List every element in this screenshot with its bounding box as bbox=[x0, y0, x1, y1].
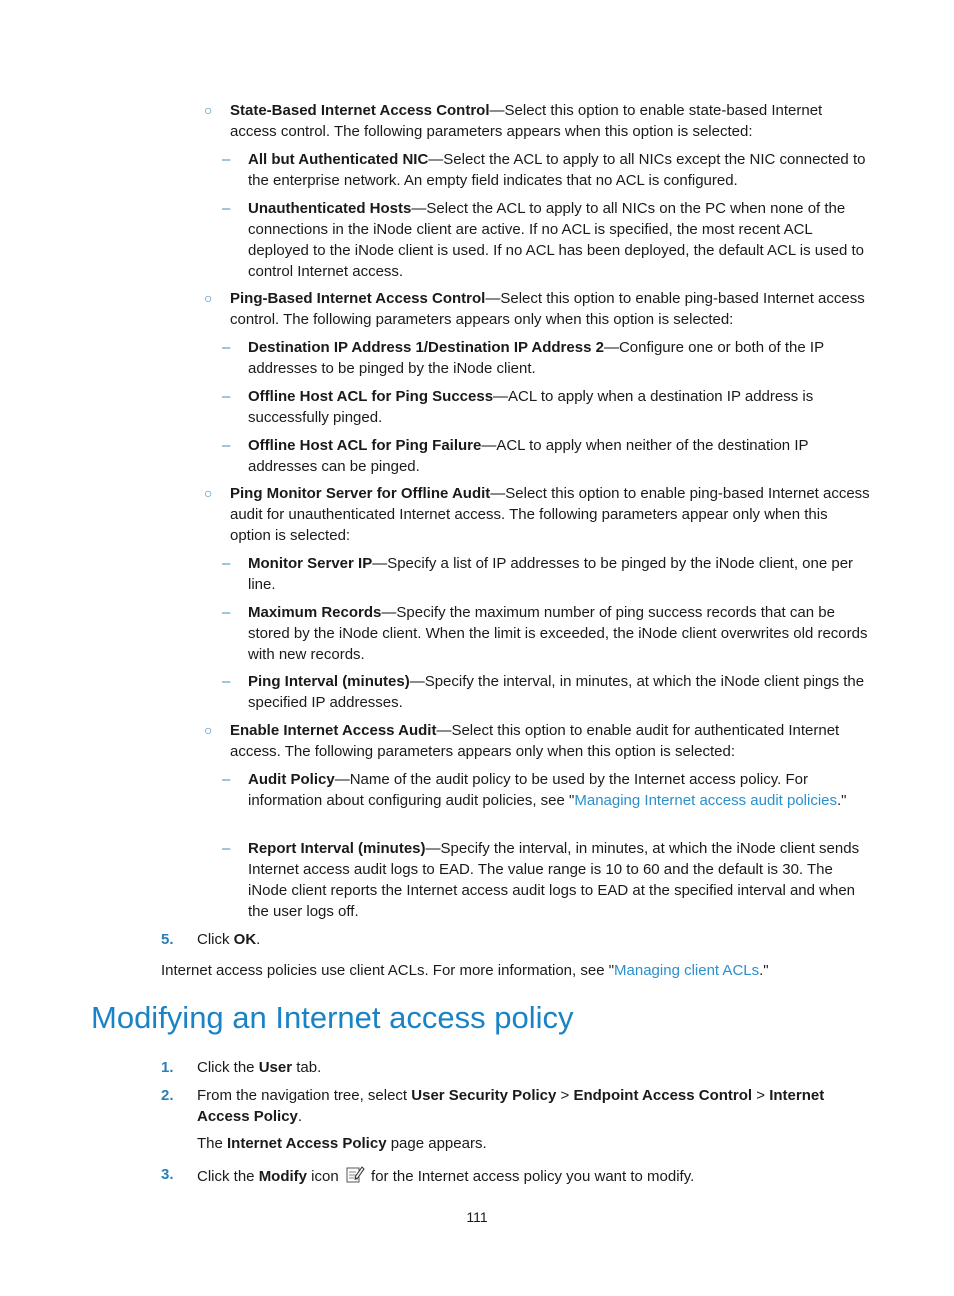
step-text-mid: icon bbox=[307, 1168, 343, 1185]
modify-label: Modify bbox=[258, 1168, 308, 1185]
circle-bullet: ○ bbox=[204, 485, 213, 501]
dash-bullet: – bbox=[222, 555, 231, 572]
dash-bullet: – bbox=[222, 339, 231, 356]
description: —Select this option to enable ping-based Internet access control. The following parameters appears only when this option is selected: bbox=[230, 290, 865, 328]
description: —Configure one or both of the IP addresses to be pinged by the iNode client. bbox=[248, 339, 824, 377]
description: —Select this option to enable state-based Internet access control. The following parameters appears when this option is selected: bbox=[230, 102, 823, 140]
circle-bullet: ○ bbox=[204, 102, 213, 118]
term: Ping-Based Internet Access Control bbox=[230, 290, 486, 307]
term: Unauthenticated Hosts bbox=[248, 200, 412, 217]
dash-bullet: – bbox=[222, 604, 231, 621]
description: —ACL to apply when neither of the destination IP addresses can be pinged. bbox=[248, 437, 809, 475]
user-tab-label: User bbox=[258, 1059, 293, 1076]
step-text: Click bbox=[197, 931, 234, 948]
dash-bullet: – bbox=[222, 840, 231, 857]
term: Enable Internet Access Audit bbox=[230, 722, 437, 739]
description: —Select the ACL to apply to all NICs except the NIC connected to the enterprise network. An empty field indicates that no ACL is configured. bbox=[248, 151, 866, 189]
managing-client-acls-link[interactable]: Managing client ACLs bbox=[614, 962, 760, 979]
step-2-note bbox=[197, 1133, 867, 1154]
section-heading: Modifying an Internet access policy bbox=[91, 1000, 574, 1035]
dash-bullet: – bbox=[222, 437, 231, 454]
nav-separator: > bbox=[752, 1087, 770, 1104]
description: —Specify the interval, in minutes, at which the iNode client pings the specified IP addresses. bbox=[248, 673, 865, 711]
step-3 bbox=[197, 1164, 867, 1187]
step-text-end: . bbox=[256, 931, 261, 948]
term: Offline Host ACL for Ping Success bbox=[248, 388, 494, 405]
term: All but Authenticated NIC bbox=[248, 151, 429, 168]
step-text-end: for the Internet access policy you want to modify. bbox=[366, 1168, 695, 1185]
nav-endpoint-access-control: Endpoint Access Control bbox=[573, 1087, 753, 1104]
term: Ping Interval (minutes) bbox=[248, 673, 410, 690]
paragraph-text: Internet access policies use client ACLs. For more information, see " bbox=[161, 962, 615, 979]
description: —Specify the interval, in minutes, at which the iNode client sends Internet access audit logs to EAD. The value range is 10 to 60 and the default is 30. The iNode client reports the Internet access audit logs to EAD at the specified interval and when the user logs off. bbox=[248, 840, 860, 920]
term: Destination IP Address 1/Destination IP Address 2 bbox=[248, 339, 604, 356]
step-number: 1. bbox=[161, 1059, 174, 1076]
page-number: 111 bbox=[466, 1209, 488, 1225]
step-number: 5. bbox=[161, 931, 174, 948]
term: Report Interval (minutes) bbox=[248, 840, 426, 857]
step-text: Click the bbox=[197, 1059, 259, 1076]
description: —ACL to apply when a destination IP address is successfully pinged. bbox=[248, 388, 814, 426]
description: —Select the ACL to apply to all NICs on the PC when none of the connections in the iNode client are active. If no ACL is specified, the most recent ACL deployed to the iNode client is used. If no ACL has been deployed, the default ACL is used to control Internet access. bbox=[248, 200, 864, 280]
step-text: Click the bbox=[197, 1168, 259, 1185]
step-number: 2. bbox=[161, 1087, 174, 1104]
step-5 bbox=[197, 929, 867, 950]
paragraph-end: ." bbox=[759, 962, 769, 979]
term: Audit Policy bbox=[248, 771, 335, 788]
dash-bullet: – bbox=[222, 151, 231, 168]
nav-separator: > bbox=[556, 1087, 574, 1104]
circle-bullet: ○ bbox=[204, 722, 213, 738]
description: —Specify the maximum number of ping success records that can be stored by the iNode client. When the limit is exceeded, the iNode client overwrites old records with new records. bbox=[248, 604, 868, 663]
nav-user-security-policy: User Security Policy bbox=[411, 1087, 557, 1104]
dash-bullet: – bbox=[222, 673, 231, 690]
step-text-end: . bbox=[297, 1108, 303, 1125]
description: —Select this option to enable ping-based Internet access audit for unauthenticated Internet access. The following parameters appear only when this option is selected: bbox=[230, 485, 870, 544]
term: Offline Host ACL for Ping Failure bbox=[248, 437, 482, 454]
note-text: The bbox=[197, 1135, 228, 1152]
dash-bullet: – bbox=[222, 388, 231, 405]
nav-internet-access-policy: Internet Access Policy bbox=[197, 1087, 825, 1125]
acl-paragraph bbox=[161, 960, 861, 981]
term: Maximum Records bbox=[248, 604, 382, 621]
note-text-end: page appears. bbox=[386, 1135, 487, 1152]
circle-bullet: ○ bbox=[204, 290, 213, 306]
term: Ping Monitor Server for Offline Audit bbox=[230, 485, 491, 502]
description: —Name of the audit policy to be used by the Internet access policy. For information about configuring audit policies, see " bbox=[248, 771, 808, 809]
dash-bullet: – bbox=[222, 771, 231, 788]
step-text: From the navigation tree, select bbox=[197, 1087, 412, 1104]
step-number: 3. bbox=[161, 1166, 174, 1183]
modify-icon bbox=[345, 1164, 365, 1184]
description-end: ." bbox=[837, 792, 847, 809]
step-2 bbox=[197, 1085, 867, 1127]
audit-policies-link[interactable]: Managing Internet access audit policies bbox=[574, 792, 838, 809]
dash-bullet: – bbox=[222, 200, 231, 217]
description: —Specify a list of IP addresses to be pinged by the iNode client, one per line. bbox=[248, 555, 854, 593]
term: Monitor Server IP bbox=[248, 555, 373, 572]
step-text-end: tab. bbox=[292, 1059, 322, 1076]
description: —Select this option to enable audit for authenticated Internet access. The following parameters appears only when this option is selected: bbox=[230, 722, 840, 760]
ok-label: OK bbox=[233, 931, 257, 948]
step-1 bbox=[197, 1057, 867, 1078]
term: State-Based Internet Access Control bbox=[230, 102, 490, 119]
page-name: Internet Access Policy bbox=[227, 1135, 387, 1152]
